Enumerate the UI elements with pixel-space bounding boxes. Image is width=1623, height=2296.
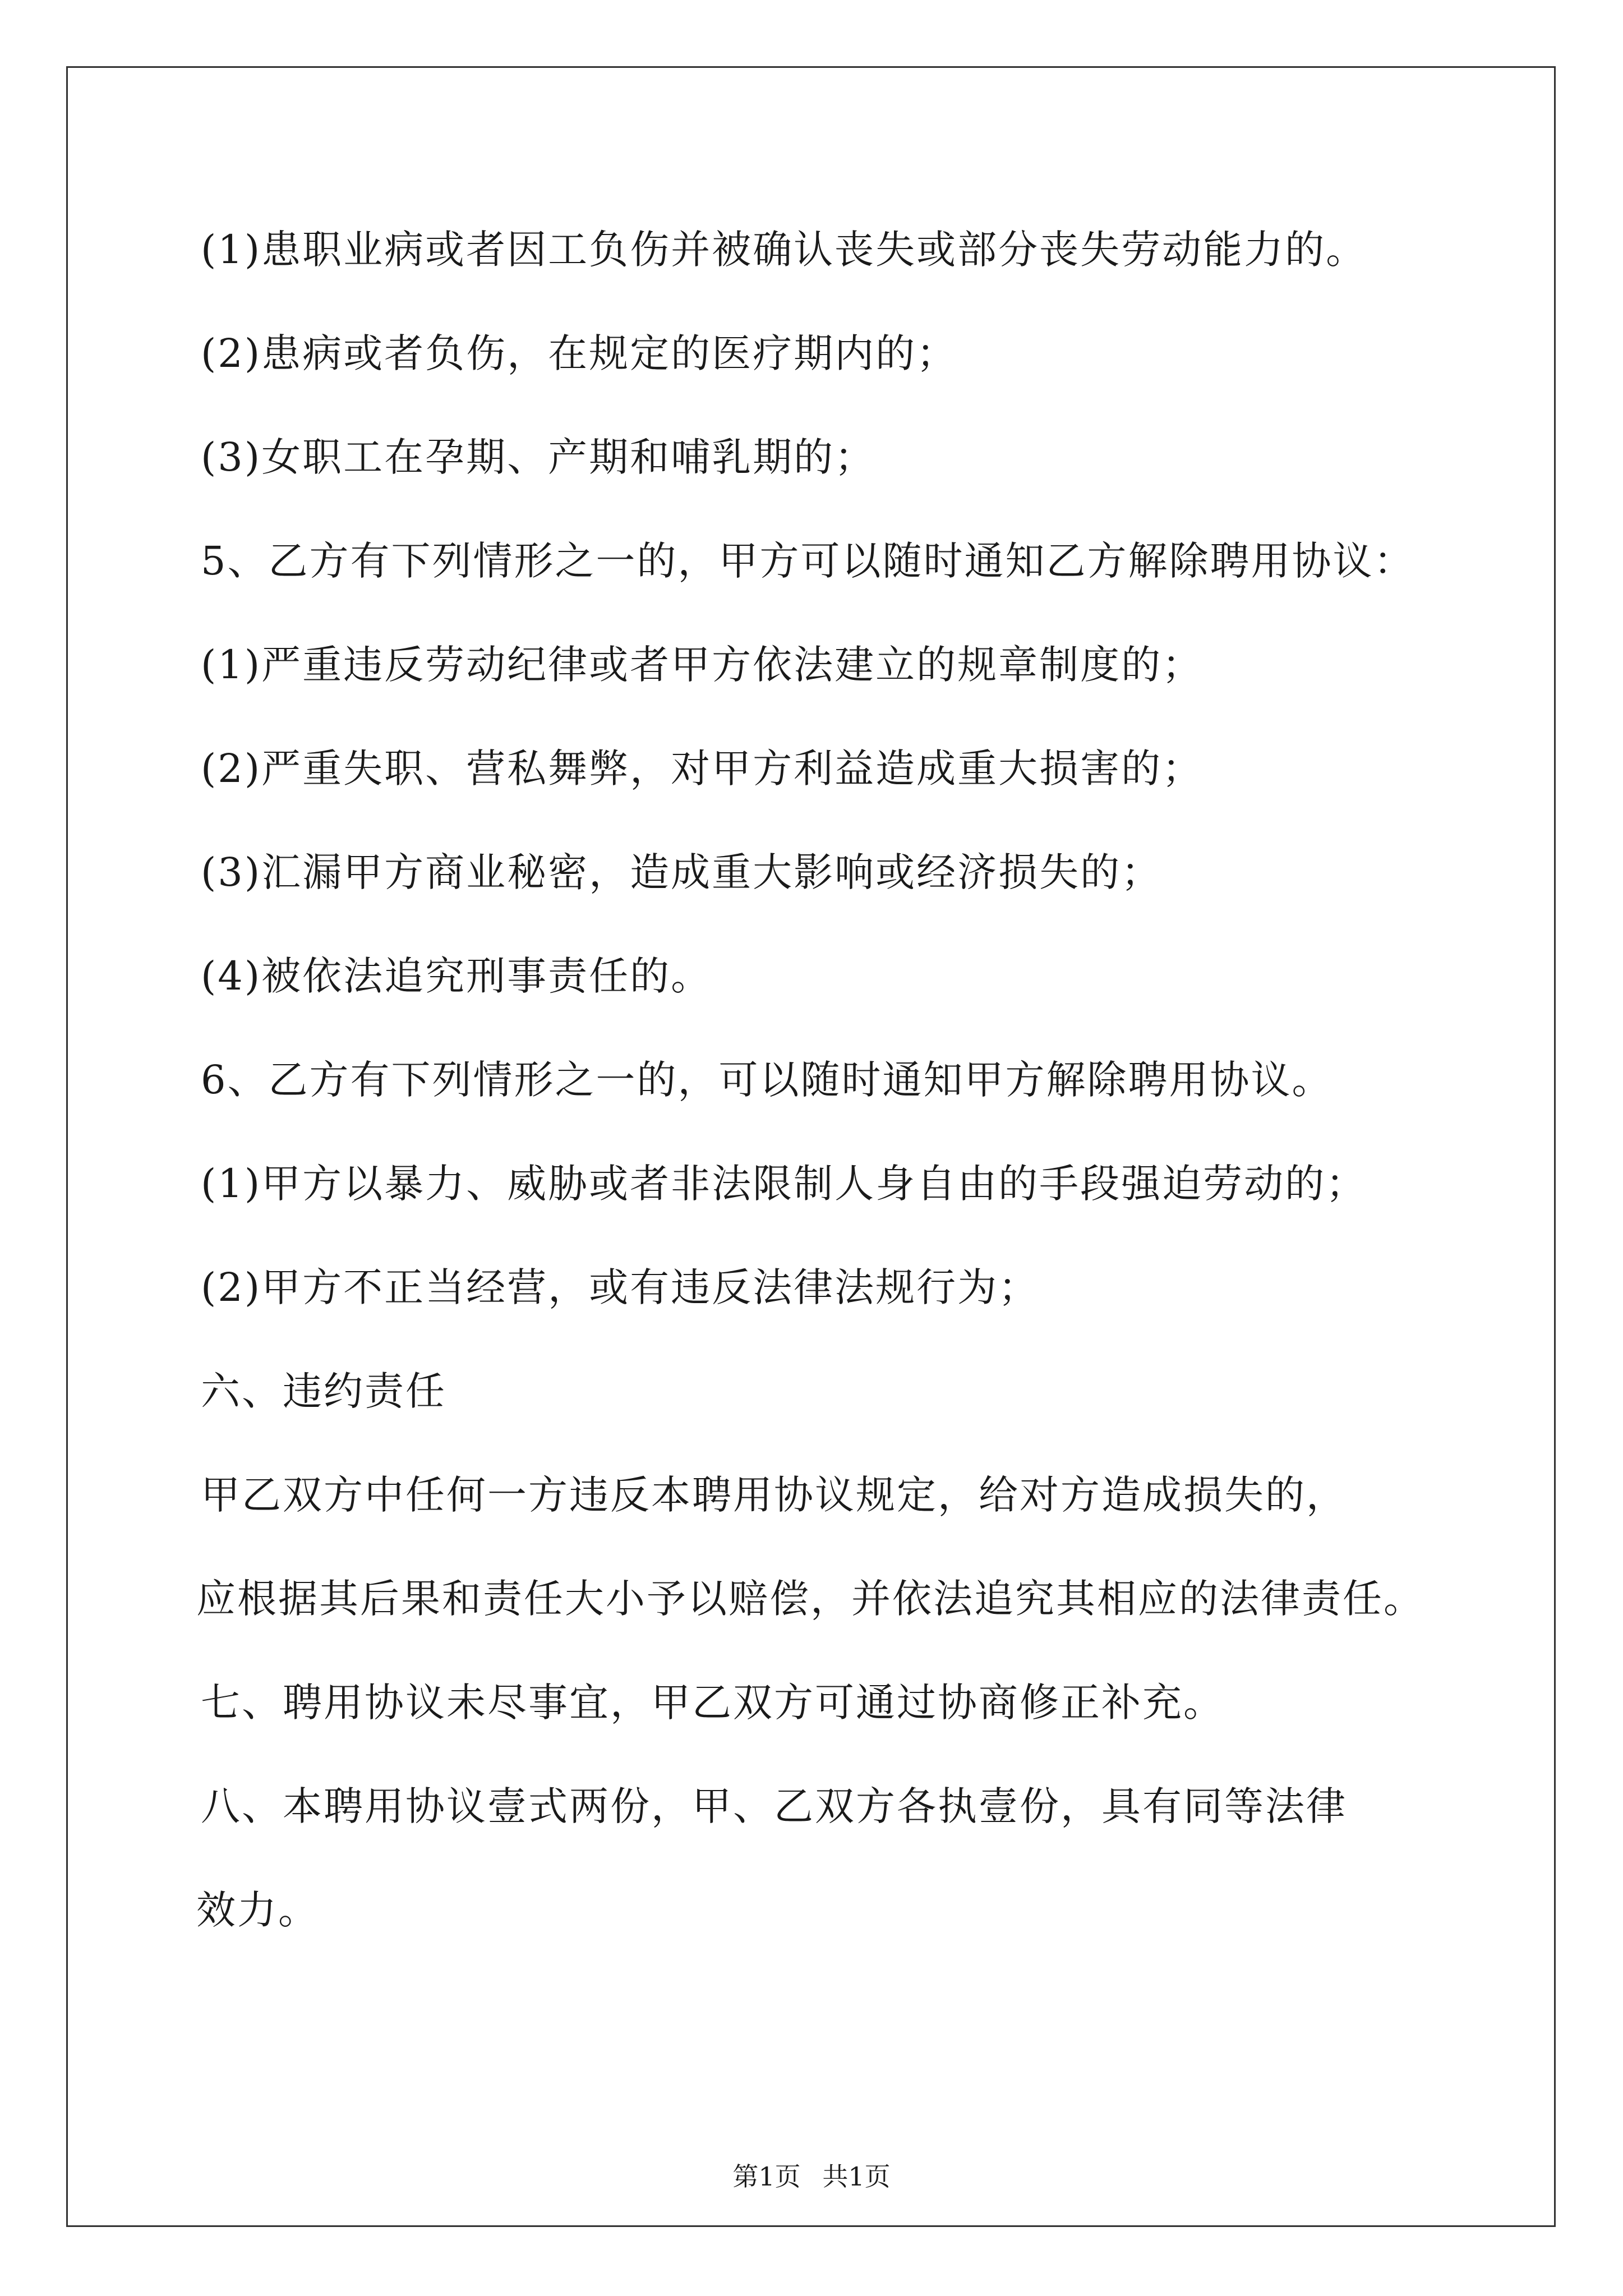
paragraph-line: 七、聘用协议未尽事宜，甲乙双方可通过协商修正补充。 <box>201 1680 1224 1726</box>
paragraph-line: (1)严重违反劳动纪律或者甲方依法建立的规章制度的； <box>201 642 1204 688</box>
paragraph-line: 应根据其后果和责任大小予以赔偿，并依法追究其相应的法律责任。 <box>196 1576 1424 1622</box>
page-number-total: 共1页 <box>822 2161 891 2192</box>
page-number-current: 第1页 <box>732 2161 801 2192</box>
paragraph-line: (3)汇漏甲方商业秘密，造成重大影响或经济损失的； <box>201 849 1163 895</box>
paragraph-line: (1)患职业病或者因工负伤并被确认丧失或部分丧失劳动能力的。 <box>201 227 1367 273</box>
paragraph-line: (4)被依法追究刑事责任的。 <box>201 953 712 999</box>
paragraph-line: 八、本聘用协议壹式两份，甲、乙双方各执壹份，具有同等法律 <box>201 1783 1347 1829</box>
section-heading: 六、违约责任 <box>201 1368 446 1414</box>
paragraph-line: (2)患病或者负伤，在规定的医疗期内的； <box>201 330 958 376</box>
paragraph-line: (2)甲方不正当经营，或有违反法律法规行为； <box>201 1264 1040 1310</box>
paragraph-line: 效力。 <box>196 1887 319 1933</box>
paragraph-line: 5、乙方有下列情形之一的，甲方可以随时通知乙方解除聘用协议： <box>201 538 1415 584</box>
paragraph-line: (1)甲方以暴力、威胁或者非法限制人身自由的手段强迫劳动的； <box>201 1161 1367 1207</box>
paragraph-line: (2)严重失职、营私舞弊，对甲方利益造成重大损害的； <box>201 746 1204 792</box>
paragraph-line: 甲乙双方中任何一方违反本聘用协议规定，给对方造成损失的， <box>201 1472 1347 1518</box>
paragraph-line: 6、乙方有下列情形之一的，可以随时通知甲方解除聘用协议。 <box>201 1057 1333 1103</box>
page-footer <box>0 2160 1623 2193</box>
paragraph-line: (3)女职工在孕期、产期和哺乳期的； <box>201 434 876 480</box>
